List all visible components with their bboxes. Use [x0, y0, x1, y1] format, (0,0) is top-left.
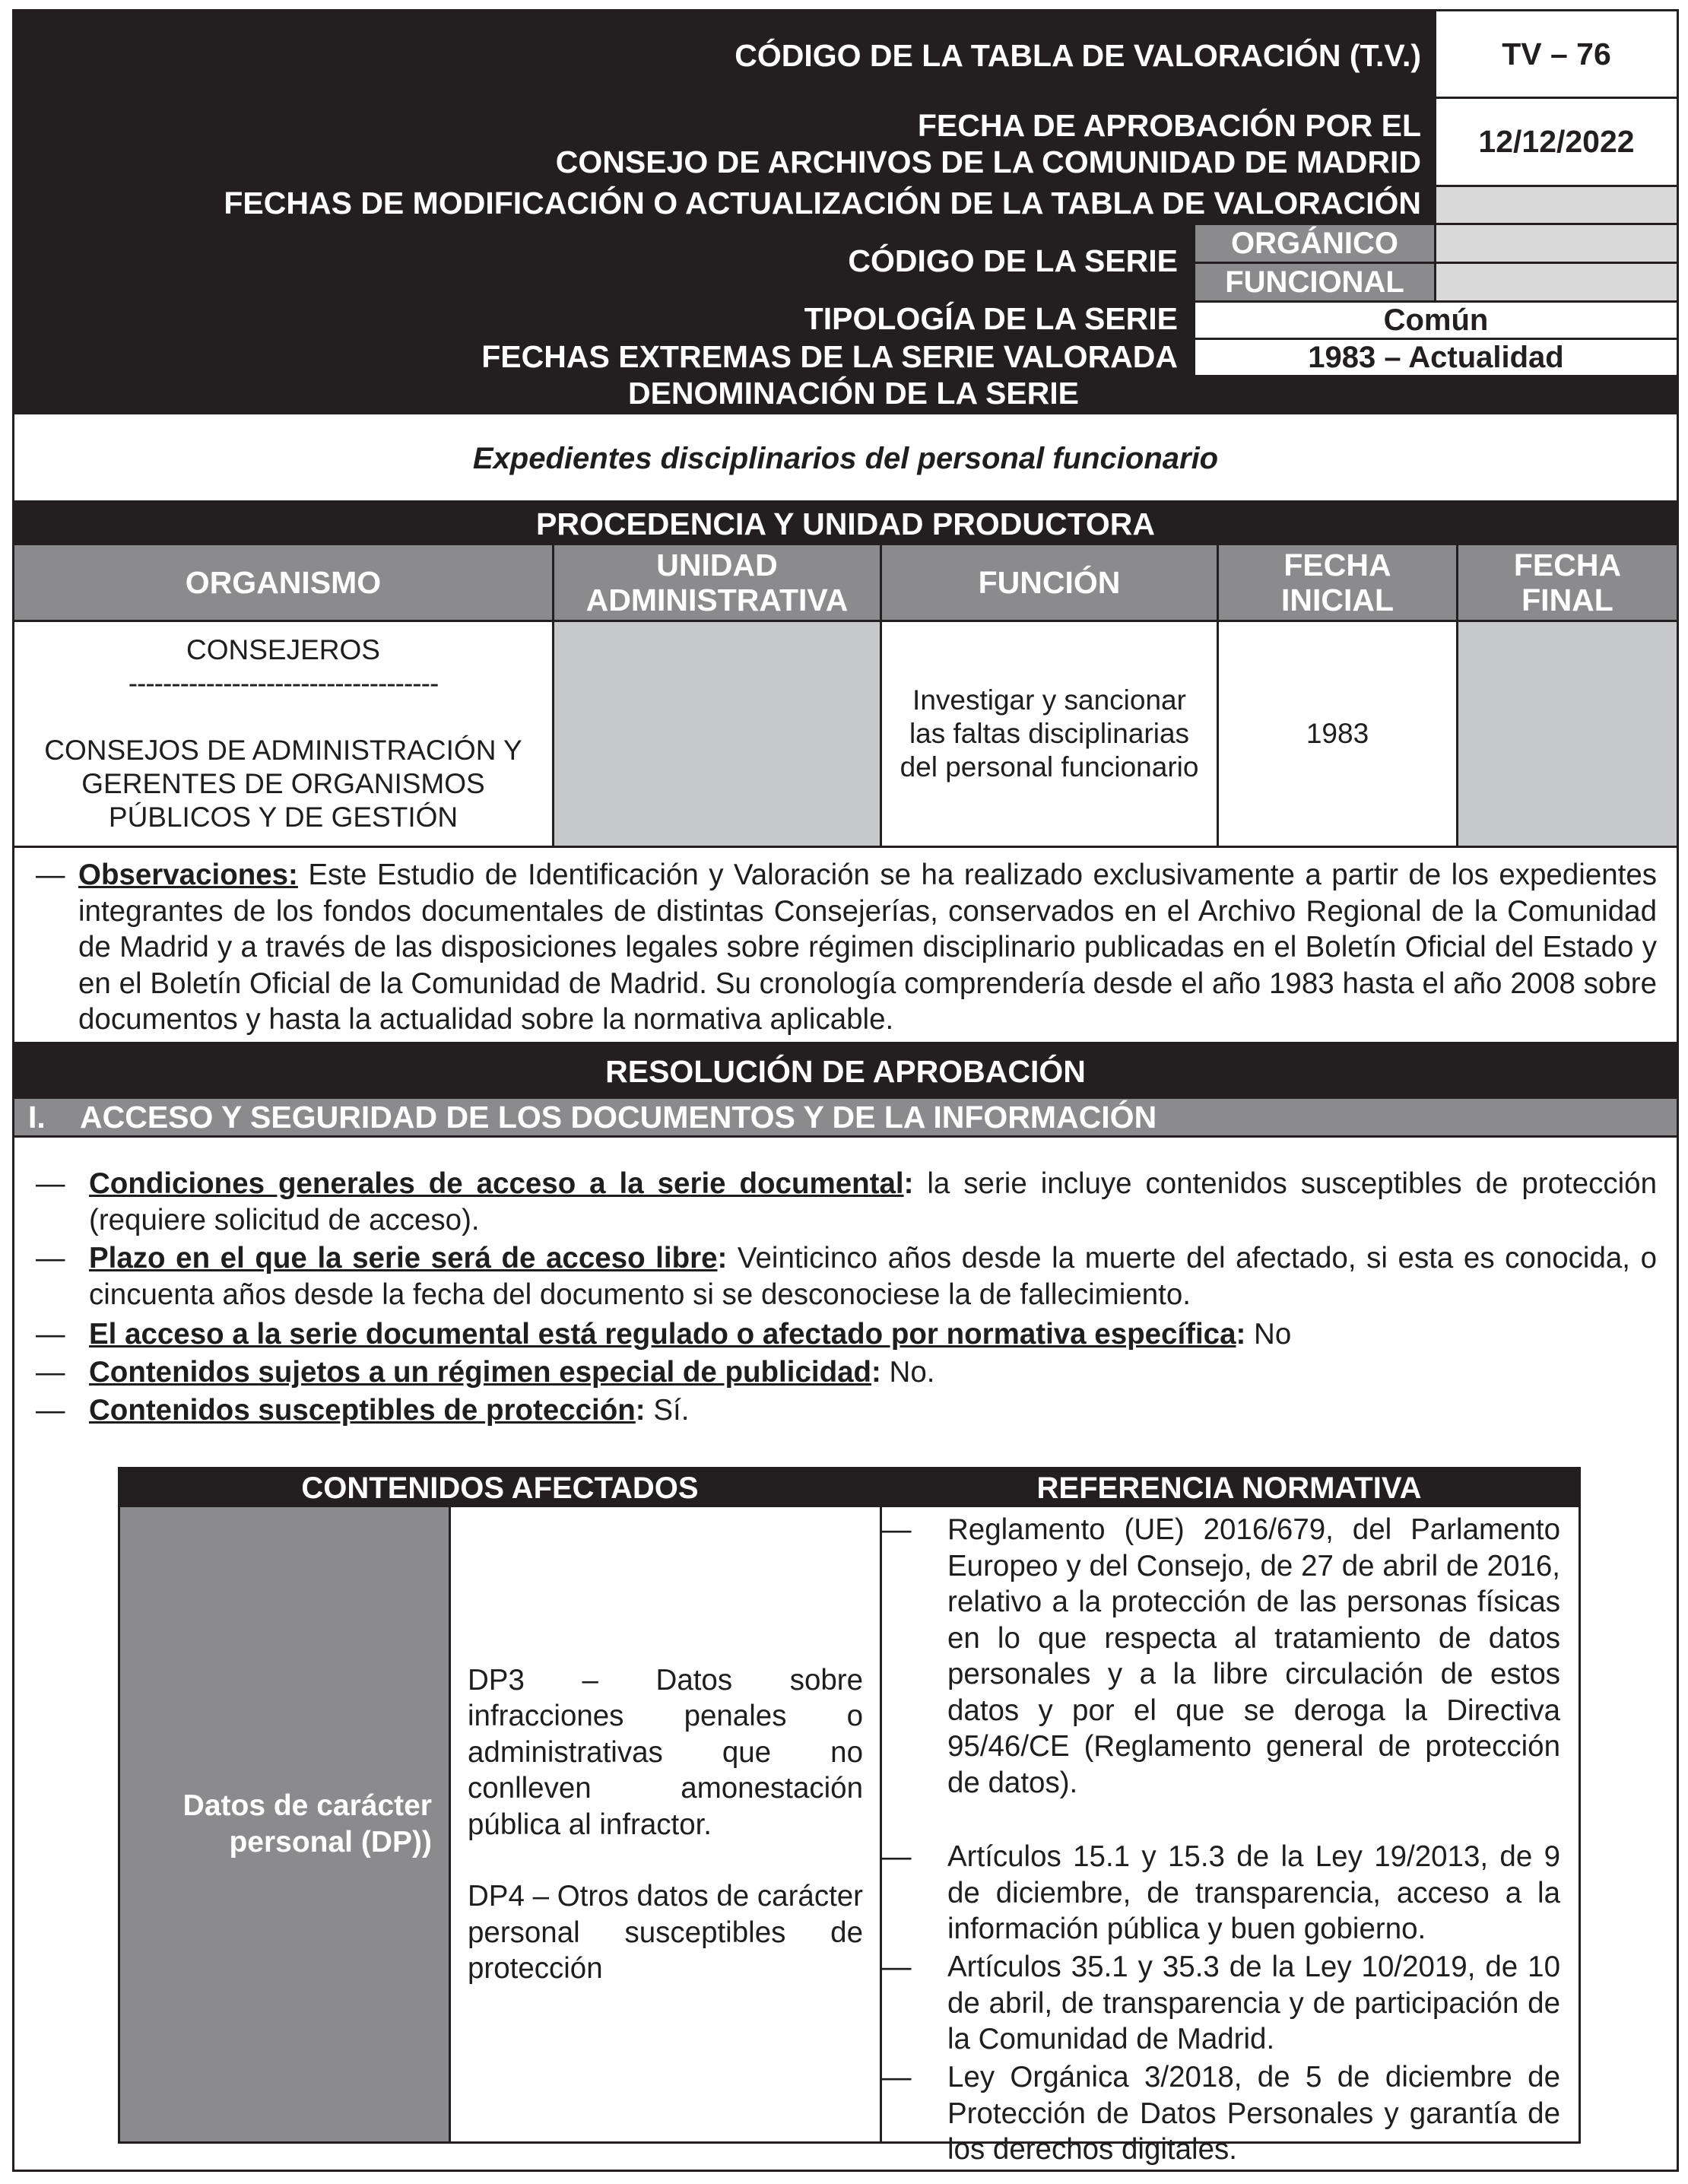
col-fecha-inicial-label-1: FECHA — [1283, 548, 1391, 583]
col-fecha-inicial — [1219, 545, 1456, 620]
fecha-aprobacion-label-2: CONSEJO DE ARCHIVOS DE LA COMUNIDAD DE MADRID — [555, 144, 1421, 179]
col-funcion — [882, 545, 1217, 620]
ref-item: Artículos 15.1 y 15.3 de la Ley 19/2013, de 9 de diciembre, de transparencia, acceso a la información pública y buen gobierno. — [947, 1840, 1560, 1945]
item-colon: : — [903, 1167, 914, 1200]
grid-line — [880, 545, 882, 846]
observaciones-paragraph — [78, 857, 1657, 1038]
observaciones-label: Observaciones: — [78, 859, 298, 891]
grid-line — [14, 620, 1677, 622]
codigo-serie-label: CÓDIGO DE LA SERIE — [848, 243, 1178, 278]
col-referencia-normativa: REFERENCIA NORMATIVA — [880, 1469, 1579, 1507]
denominacion-label: DENOMINACIÓN DE LA SERIE — [627, 376, 1079, 411]
header-block — [14, 11, 1677, 414]
fechas-extremas-value: 1983 – Actualidad — [1195, 340, 1677, 375]
fecha-modificacion-value — [1436, 187, 1677, 223]
item-label: El acceso a la serie documental está regulado o afectado por normativa específica — [89, 1318, 1236, 1351]
codigo-tv-label: CÓDIGO DE LA TABLA DE VALORACIÓN (T.V.) — [735, 38, 1421, 73]
item-dash: — — [36, 1394, 65, 1427]
resolucion-item — [89, 1166, 1657, 1238]
organismo-cell — [14, 622, 552, 846]
funcion-line: las faltas disciplinarias — [909, 718, 1190, 749]
ref-item: Artículos 35.1 y 35.3 de la Ley 10/2019, de 10 de abril, de transparencia y de participación de la Comunidad de Madrid. — [947, 1951, 1560, 2055]
item-label: Condiciones generales de acceso a la serie documental — [89, 1167, 904, 1200]
fecha-inicial-value: 1983 — [1306, 718, 1369, 749]
funcion-cell — [882, 622, 1217, 846]
resolucion-item — [89, 1392, 1657, 1429]
item-colon: : — [1236, 1318, 1246, 1351]
fecha-inicial-cell — [1219, 622, 1456, 846]
ref-item: Reglamento (UE) 2016/679, del Parlamento Europeo y del Consejo, de 27 de abril de 2016, relativo a la protección de las personas físicas en lo que respecta al tratamiento de datos personales y a la libre circulación de estos datos y por el que se deroga la Directiva 95/46/CE (Reglamento general de protección de datos). — [947, 1513, 1560, 1799]
organismo-separator: ------------------------------------ — [128, 668, 439, 699]
resolucion-item — [89, 1240, 1657, 1313]
fecha-aprobacion-value: 12/12/2022 — [1436, 99, 1677, 185]
procedencia-title: PROCEDENCIA Y UNIDAD PRODUCTORA — [14, 503, 1677, 545]
col-organismo-label: ORGANISMO — [185, 565, 382, 600]
funcional-value — [1436, 264, 1677, 300]
ref-dash: — — [882, 1513, 912, 1546]
categoria-label — [183, 1788, 432, 1861]
grid-line — [14, 846, 1677, 848]
spacer — [468, 1843, 863, 1878]
dp4-text: DP4 – Otros datos de carácter personal susceptibles de protección — [468, 1880, 863, 1985]
dp3-text: DP3 – Datos sobre infracciones penales o administrativas que no conlleven amonestación pública al infractor. — [468, 1663, 863, 1841]
categoria-line-2: personal (DP)) — [229, 1826, 432, 1859]
item-text: Veinticinco años desde la muerte del afectado, si esta es conocida, o cincuenta años desde la fecha del documento si se desconociese la de fallecimiento. — [89, 1242, 1657, 1311]
item-text: Sí. — [645, 1394, 690, 1427]
item-text: No. — [880, 1356, 935, 1389]
organismo-line: GERENTES DE ORGANISMOS — [81, 768, 485, 799]
col-unidad-label-2: ADMINISTRATIVA — [585, 583, 849, 617]
item-colon: : — [717, 1242, 728, 1275]
col-fecha-final-label-2: FINAL — [1521, 583, 1613, 617]
funcion-line: del personal funcionario — [900, 751, 1199, 782]
col-unidad-label-1: UNIDAD — [656, 548, 778, 583]
section-number: I. — [28, 1099, 46, 1135]
item-dash: — — [36, 1356, 65, 1389]
grid-line — [552, 545, 554, 846]
item-dash: — — [36, 1242, 65, 1275]
item-dash: — — [36, 1167, 65, 1200]
grid-line — [1217, 545, 1219, 846]
resolucion-item — [89, 1354, 1657, 1391]
item-text: No — [1245, 1318, 1292, 1351]
fecha-final-cell — [1458, 622, 1677, 846]
organico-label: ORGÁNICO — [1195, 225, 1434, 262]
section-title: ACCESO Y SEGURIDAD DE LOS DOCUMENTOS Y DE LA INFORMACIÓN — [80, 1099, 1157, 1135]
fechas-modificacion-label: FECHAS DE MODIFICACIÓN O ACTUALIZACIÓN DE LA TABLA DE VALORACIÓN — [224, 186, 1421, 221]
dp-cell — [451, 1507, 880, 2141]
col-contenidos-afectados: CONTENIDOS AFECTADOS — [120, 1469, 880, 1507]
grid-line — [1456, 545, 1458, 846]
observaciones-dash: — — [36, 859, 65, 891]
observaciones-text: Este Estudio de Identificación y Valoración se ha realizado exclusivamente a partir de los expedientes integrantes de los fondos documentales de distintas Consejerías, conservados en el Archivo Regional de la Comunidad de Madrid y a través de las disposiciones legales sobre régimen disciplinario publicadas en el Boletín Oficial del Estado y en el Boletín Oficial de la Comunidad de Madrid. Su cronología comprendería desde el año 1983 hasta el año 2008 sobre documentos y hasta la actualidad sobre la normativa aplicable. — [78, 859, 1657, 1036]
resolucion-title: RESOLUCIÓN DE APROBACIÓN — [14, 1044, 1677, 1099]
col-funcion-label: FUNCIÓN — [978, 565, 1121, 600]
categoria-cell — [120, 1507, 449, 2141]
resolucion-item — [89, 1316, 1657, 1353]
item-text: la serie incluye contenidos susceptibles de protección (requiere solicitud de acceso). — [89, 1167, 1657, 1236]
col-fecha-final — [1458, 545, 1677, 620]
organismo-line: CONSEJEROS — [186, 634, 380, 665]
contenidos-table — [118, 1467, 1581, 2166]
item-label: Contenidos sujetos a un régimen especial de publicidad — [89, 1356, 872, 1389]
ref-dash: — — [882, 2061, 912, 2094]
organismo-line: PÚBLICOS Y DE GESTIÓN — [108, 802, 458, 833]
item-dash: — — [36, 1318, 65, 1351]
col-unidad — [554, 545, 880, 620]
fecha-aprobacion-label-1: FECHA DE APROBACIÓN POR EL — [917, 108, 1421, 143]
item-colon: : — [871, 1356, 881, 1389]
serie-name: Expedientes disciplinarios del personal funcionario — [472, 441, 1219, 475]
ref-dash: — — [882, 1951, 912, 1983]
unidad-cell — [554, 622, 880, 846]
funcion-line: Investigar y sancionar — [912, 684, 1186, 716]
item-colon: : — [635, 1394, 646, 1427]
col-fecha-final-label-1: FECHA — [1513, 548, 1622, 583]
col-organismo — [14, 545, 552, 620]
divider — [14, 1135, 1677, 1138]
ref-item: Ley Orgánica 3/2018, de 5 de diciembre de Protección de Datos Personales y garantía de los derechos digitales. — [947, 2061, 1560, 2166]
item-label: Contenidos susceptibles de protección — [89, 1394, 636, 1427]
fechas-extremas-label: FECHAS EXTREMAS DE LA SERIE VALORADA — [481, 339, 1178, 374]
tipologia-label: TIPOLOGÍA DE LA SERIE — [804, 301, 1178, 336]
organismo-line: CONSEJOS DE ADMINISTRACIÓN Y — [44, 735, 522, 766]
funcional-label: FUNCIONAL — [1195, 264, 1434, 300]
organico-value — [1436, 225, 1677, 262]
ref-dash: — — [882, 1840, 912, 1873]
document-frame — [12, 9, 1679, 2172]
section-i-bar — [14, 1099, 1677, 1135]
codigo-tv-value: TV – 76 — [1436, 11, 1677, 97]
referencias-cell — [882, 1507, 1579, 2166]
categoria-line-1: Datos de carácter — [182, 1789, 432, 1822]
tipologia-value: Común — [1195, 303, 1677, 338]
col-fecha-inicial-label-2: INICIAL — [1280, 583, 1395, 617]
item-label: Plazo en el que la serie será de acceso libre — [89, 1242, 718, 1275]
